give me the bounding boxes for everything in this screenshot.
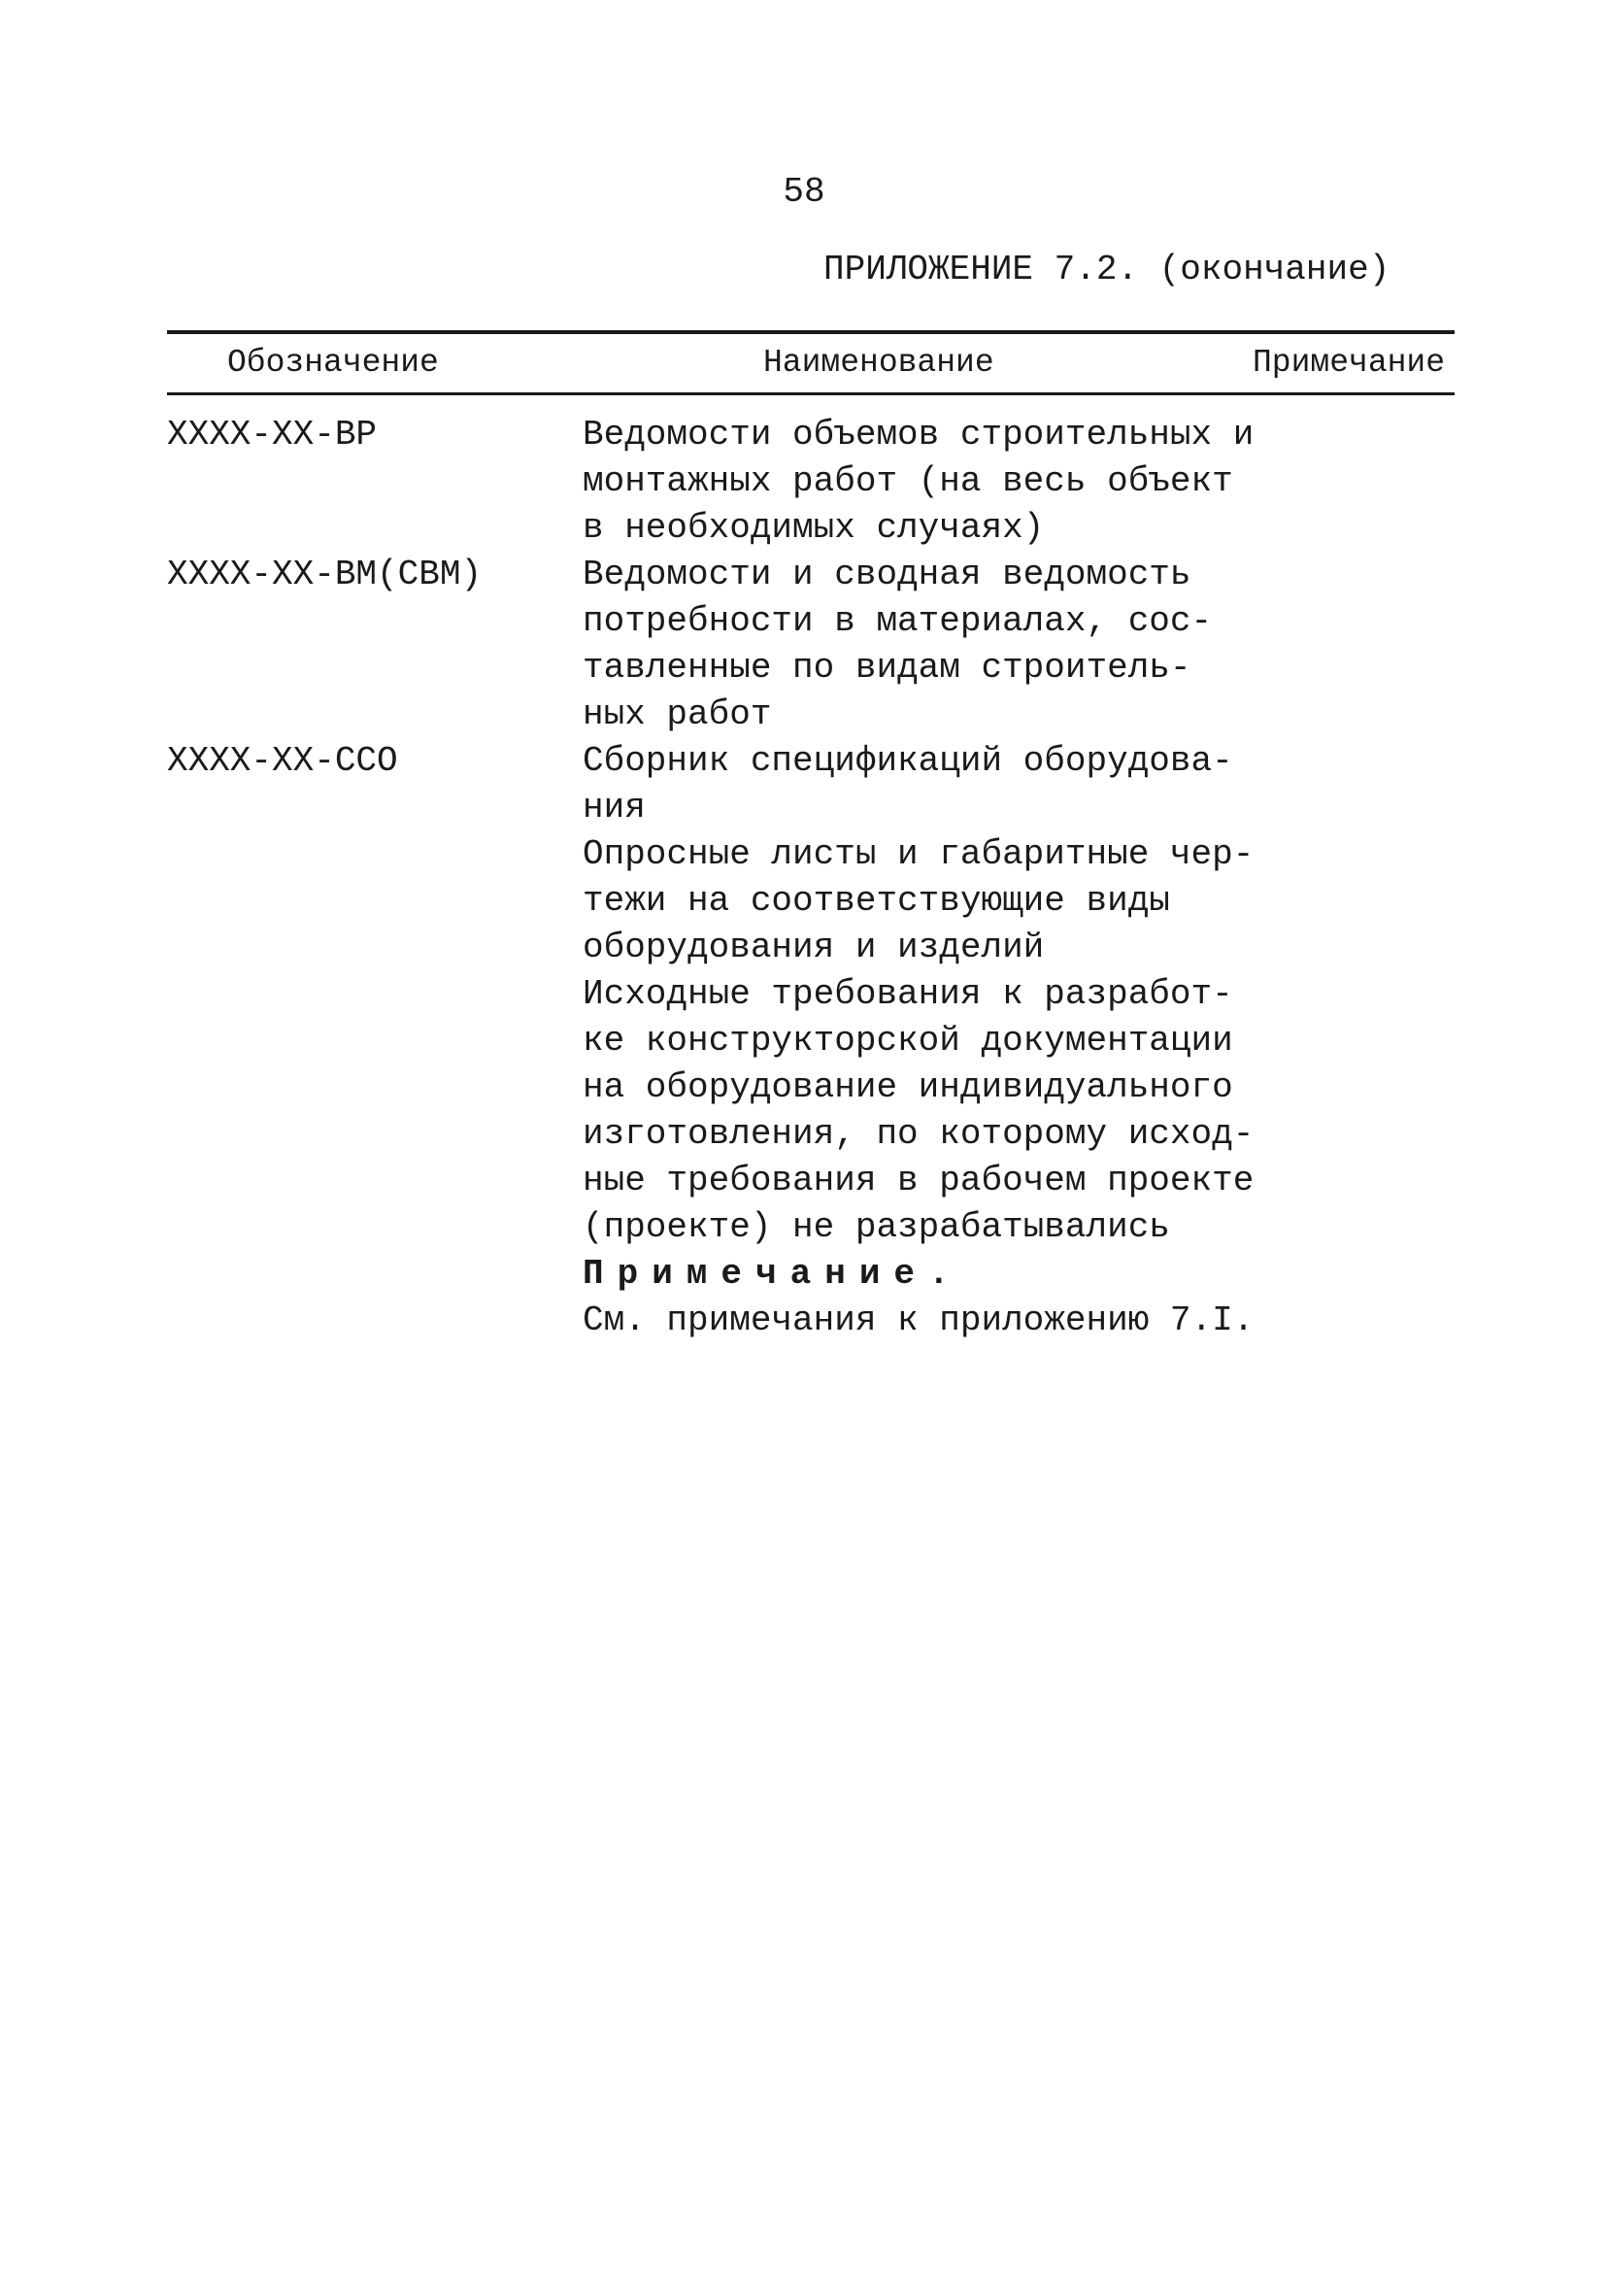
name-line: ных работ [583,694,772,734]
header-name: Наименование [763,345,994,381]
table-top-rule [167,330,1455,334]
header-designation: Обозначение [227,345,439,381]
row-designation: XXXX-XX-ВР [167,415,378,455]
name-line: оборудования и изделий [583,928,1045,967]
note-heading: Примечание. [583,1254,963,1294]
name-column [583,412,1255,1344]
note-text: См. примечания к приложению 7.I. [583,1300,1255,1340]
name-line: потребности в материалах, сос- [583,601,1213,641]
name-line: ния [583,788,646,827]
name-line: ке конструкторской документации [583,1021,1233,1061]
name-line: тежи на соответствующие виды [583,881,1170,921]
name-line: Опросные листы и габаритные чер- [583,834,1255,874]
row-designation: XXXX-XX-ССО [167,741,398,781]
name-line: изготовления, по которому исход- [583,1114,1255,1154]
name-line: в необходимых случаях) [583,508,1045,548]
name-line: монтажных работ (на весь объект [583,461,1233,501]
name-line: Исходные требования к разработ- [583,974,1233,1014]
name-line: Ведомости и сводная ведомость [583,555,1191,594]
appendix-title: ПРИЛОЖЕНИЕ 7.2. (окончание) [823,250,1390,289]
name-line: ные требования в рабочем проекте [583,1161,1255,1200]
name-line: (проекте) не разрабатывались [583,1207,1170,1247]
row-designation: XXXX-XX-ВМ(СВМ) [167,555,483,594]
name-line: на оборудование индивидуального [583,1067,1233,1107]
header-note: Примечание [1253,345,1446,381]
table-header-rule [167,392,1455,395]
name-line: Сборник спецификаций оборудова- [583,741,1233,781]
name-line: тавленные по видам строитель- [583,648,1191,688]
name-line: Ведомости объемов строительных и [583,415,1255,455]
page-number: 58 [783,172,825,212]
